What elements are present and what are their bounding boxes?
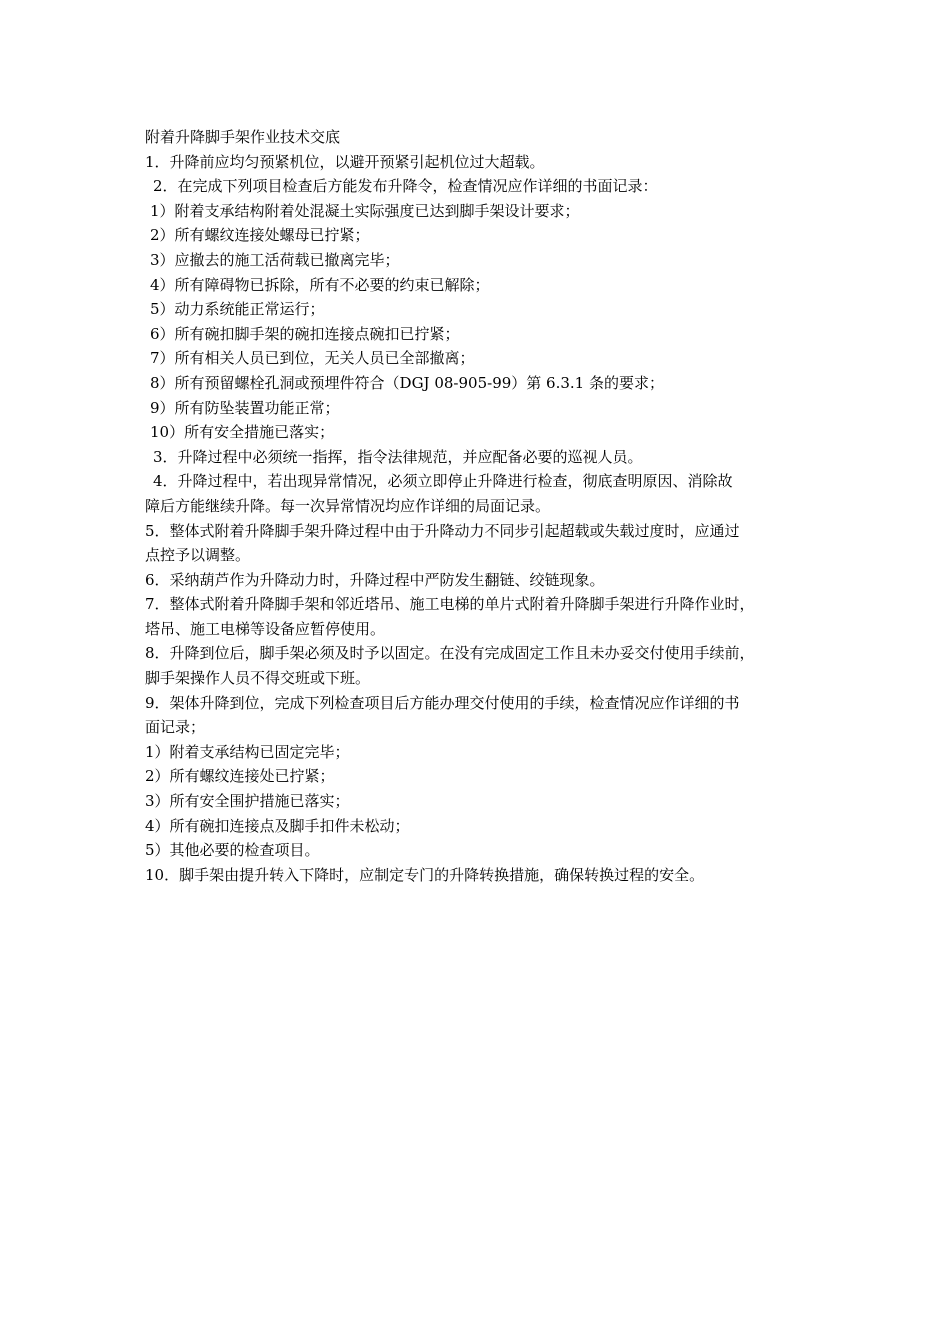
text-line: 8）所有预留螺栓孔洞或预埋件符合（DGJ 08-905-99）第 6.3.1 条的要求； [150,373,664,392]
text-line: 8．升降到位后，脚手架必须及时予以固定。在没有完成固定工作且未办妥交付使用手续前， [145,644,755,663]
document-title: 附着升降脚手架作业技术交底 [145,128,341,146]
text-line: 脚手架操作人员不得交班或下班。 [145,669,371,688]
text-line: 2）所有螺纹连接处已拧紧； [145,767,335,786]
text-line: 点控予以调整。 [145,546,251,565]
text-line: 面记录； [145,718,206,737]
text-line: 6．采纳葫芦作为升降动力时，升降过程中严防发生翻链、绞链现象。 [145,570,605,589]
text-line: 3．升降过程中必须统一指挥，指令法律规范，并应配备必要的巡视人员。 [153,447,643,466]
text-line: 6）所有碗扣脚手架的碗扣连接点碗扣已拧紧； [150,324,460,343]
text-line: 7．整体式附着升降脚手架和邻近塔吊、施工电梯的单片式附着升降脚手架进行升降作业时， [145,595,755,614]
text-line: 2．在完成下列项目检查后方能发布升降令，检查情况应作详细的书面记录： [153,177,658,196]
text-line: 10）所有安全措施已落实； [150,423,335,442]
text-line: 5）动力系统能正常运行； [150,300,325,319]
document-body [145,125,815,887]
text-line: 4）所有碗扣连接点及脚手扣件未松动； [145,816,410,835]
text-line: 1）附着支承结构附着处混凝土实际强度已达到脚手架设计要求； [150,201,580,220]
text-line: 2）所有螺纹连接处螺母已拧紧； [150,226,370,245]
text-line: 7）所有相关人员已到位，无关人员已全部撤离； [150,349,475,368]
text-line: 1）附着支承结构已固定完毕； [145,742,350,761]
text-line: 3）应撤去的施工活荷载已撤离完毕； [150,250,400,269]
text-line: 9．架体升降到位，完成下列检查项目后方能办理交付使用的手续，检查情况应作详细的书 [145,693,740,712]
text-line: 4．升降过程中，若出现异常情况，必须立即停止升降进行检查，彻底查明原因、消除故 [153,472,733,491]
text-line: 1．升降前应均匀预紧机位，以避开预紧引起机位过大超载。 [145,152,545,171]
text-line: 5．整体式附着升降脚手架升降过程中由于升降动力不同步引起超载或失载过度时，应通过 [145,521,740,540]
text-line: 4）所有障碍物已拆除，所有不必要的约束已解除； [150,275,490,294]
text-line: 9）所有防坠装置功能正常； [150,398,340,417]
text-line: 障后方能继续升降。每一次异常情况均应作详细的局面记录。 [145,496,551,515]
text-line: 5）其他必要的检查项目。 [145,841,320,860]
text-line: 塔吊、施工电梯等设备应暂停使用。 [145,619,386,638]
text-line: 10．脚手架由提升转入下降时，应制定专门的升降转换措施，确保转换过程的安全。 [145,865,705,884]
text-line: 3）所有安全围护措施已落实； [145,792,350,811]
